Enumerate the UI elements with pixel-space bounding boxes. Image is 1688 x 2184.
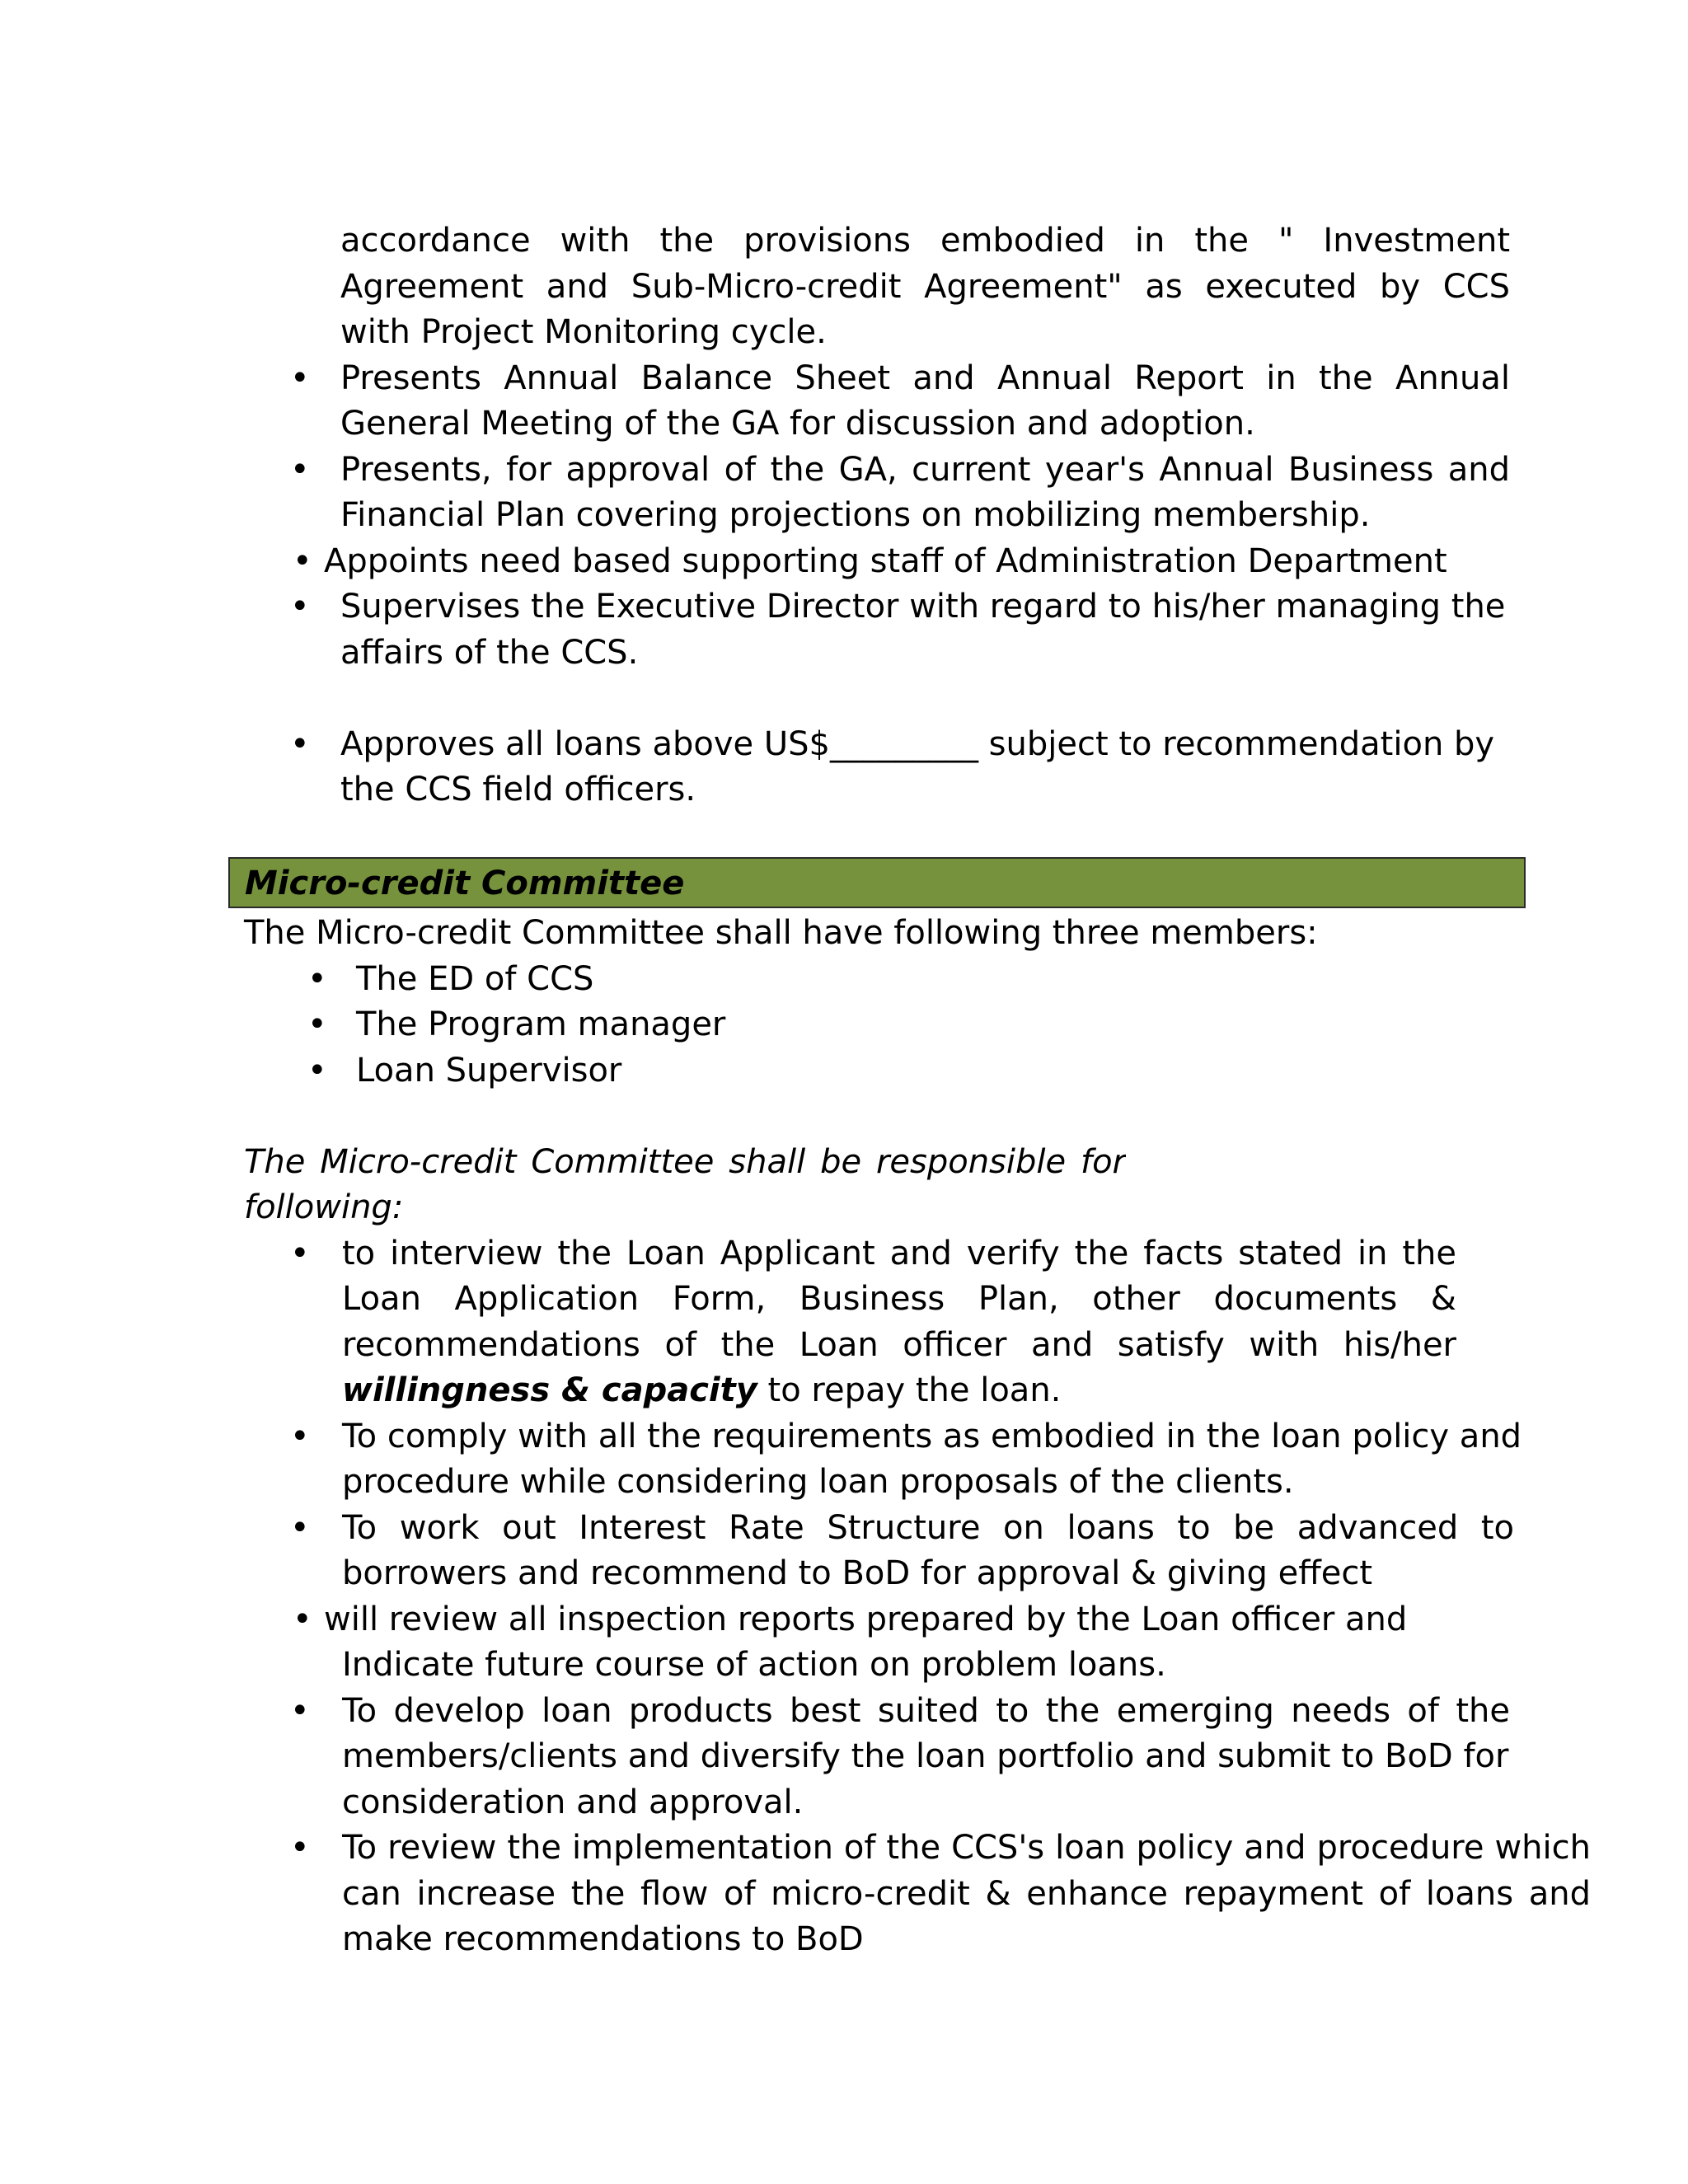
section-heading-band: [228, 857, 1526, 908]
resp-loan-products-line-3: consideration and approval.: [342, 1783, 804, 1821]
bullet-supervises-line-2: affairs of the CCS.: [340, 634, 639, 672]
responsibilities-heading-line-2: following:: [244, 1188, 404, 1226]
resp-interest-rate-line-2: borrowers and recommend to BoD for approval & giving effect: [342, 1554, 1373, 1592]
bullet-icon: •: [290, 1829, 310, 1867]
resp-review-policy-line-3: make recommendations to BoD: [342, 1920, 864, 1958]
emphasis-text: willingness & capacity: [342, 1371, 757, 1409]
resp-interview-line-1: to interview the Loan Applicant and verify the facts stated in the: [342, 1235, 1456, 1272]
resp-review-policy-line-2: can increase the flow of micro-credit & enhance repayment of loans and: [342, 1875, 1591, 1913]
member-item: The ED of CCS: [356, 960, 594, 998]
bullet-appoints-staff: Appoints need based supporting staff of Administration Department: [324, 542, 1447, 580]
bullet-icon: •: [290, 1509, 310, 1547]
resp-review-reports-line-2: Indicate future course of action on problem loans.: [342, 1646, 1166, 1684]
resp-interview-line-4: [342, 1367, 1061, 1413]
member-item: The Program manager: [356, 1005, 726, 1043]
bullet-icon: •: [290, 1418, 310, 1455]
bullet-business-plan-line-1: Presents, for approval of the GA, current year's Annual Business and: [340, 451, 1510, 489]
bullet-approves-loans-line-2: the CCS field officers.: [340, 771, 696, 808]
resp-comply-line-2: procedure while considering loan proposals of the clients.: [342, 1463, 1294, 1501]
bullet-icon: •: [307, 1052, 327, 1090]
resp-interest-rate-line-1: To work out Interest Rate Structure on loans to be advanced to: [342, 1509, 1514, 1547]
bullet-icon: •: [290, 588, 310, 626]
resp-interview-tail: to repay the loan.: [757, 1371, 1062, 1409]
bullet-annual-balance-line-1: Presents Annual Balance Sheet and Annual Report in the Annual: [340, 359, 1510, 397]
resp-comply-line-1: To comply with all the requirements as embodied in the loan policy and: [342, 1418, 1522, 1455]
continuation-line-2: Agreement and Sub-Micro-credit Agreement" as executed by CCS: [340, 268, 1510, 306]
resp-loan-products-line-2: members/clients and diversify the loan portfolio and submit to BoD for: [342, 1737, 1509, 1775]
resp-review-reports-line-1: will review all inspection reports prepared by the Loan officer and: [324, 1601, 1408, 1638]
bullet-annual-balance-line-2: General Meeting of the GA for discussion and adoption.: [340, 405, 1255, 443]
bullet-icon: •: [290, 725, 310, 763]
resp-interview-line-2: Loan Application Form, Business Plan, other documents &: [342, 1280, 1456, 1318]
bullet-icon: •: [293, 1601, 312, 1638]
bullet-icon: •: [290, 451, 310, 489]
bullet-supervises-line-1: Supervises the Executive Director with regard to his/her managing the: [340, 588, 1506, 626]
responsibilities-heading-line-1: The Micro-credit Committee shall be responsible for: [244, 1143, 1126, 1181]
bullet-icon: •: [307, 1005, 327, 1043]
resp-interview-line-3: recommendations of the Loan officer and satisfy with his/her: [342, 1326, 1456, 1364]
resp-loan-products-line-1: To develop loan products best suited to the emerging needs of the: [342, 1692, 1510, 1730]
continuation-line-1: accordance with the provisions embodied in the " Investment: [340, 222, 1510, 260]
bullet-approves-loans-line-1: Approves all loans above US$_________ subject to recommendation by: [340, 725, 1495, 763]
bullet-business-plan-line-2: Financial Plan covering projections on mobilizing membership.: [340, 496, 1371, 534]
resp-review-policy-line-1: To review the implementation of the CCS's loan policy and procedure which: [342, 1829, 1591, 1867]
section-heading: Micro-credit Committee: [245, 865, 685, 902]
committee-intro: The Micro-credit Committee shall have following three members:: [244, 914, 1318, 952]
bullet-icon: •: [290, 359, 310, 397]
bullet-icon: •: [293, 542, 312, 580]
bullet-icon: •: [307, 960, 327, 998]
bullet-icon: •: [290, 1235, 310, 1272]
continuation-line-3: with Project Monitoring cycle.: [340, 313, 827, 351]
bullet-icon: •: [290, 1692, 310, 1730]
member-item: Loan Supervisor: [356, 1052, 622, 1090]
